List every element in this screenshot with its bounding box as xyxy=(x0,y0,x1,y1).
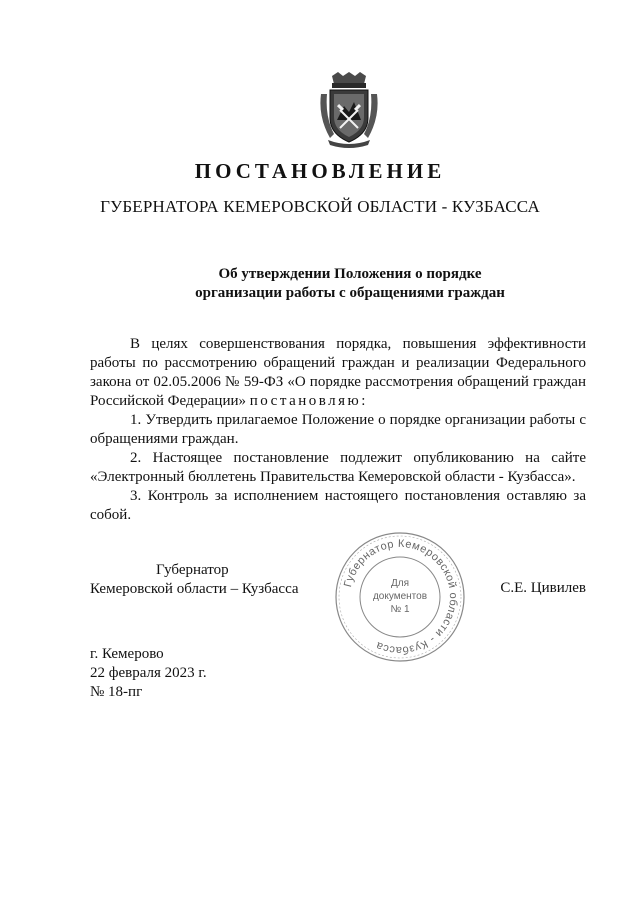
stamp-ring-text: Губернатор Кемеровской области - Кузбасса xyxy=(342,537,460,657)
document-title-line: Об утверждении Положения о порядке xyxy=(218,266,482,282)
kuzbass-coat-of-arms-icon xyxy=(318,72,380,148)
signatory-region: Кемеровской области – Кузбасса xyxy=(90,581,299,597)
decree-item: 1. Утвердить прилагаемое Положение о порядке организации работы с обращениями граждан. xyxy=(90,412,586,447)
decree-colon: : xyxy=(361,393,366,409)
document-issuer: ГУБЕРНАТОРА КЕМЕРОВСКОЙ ОБЛАСТИ - КУЗБАССА xyxy=(100,197,540,216)
signatory-title: Губернатор xyxy=(156,562,229,578)
place-and-date xyxy=(90,645,310,702)
decree-item: 3. Контроль за исполнением настоящего постановления оставляю за собой. xyxy=(90,488,586,523)
stamp-line: № 1 xyxy=(390,604,410,615)
signatory-position xyxy=(90,561,320,599)
document-body xyxy=(90,335,586,525)
document-title xyxy=(120,265,580,303)
document-title-line: организации работы с обращениями граждан xyxy=(195,285,505,301)
decree-item: 2. Настоящее постановление подлежит опубликованию на сайте «Электронный бюллетень Правительства Кемеровской области - Кузбасса». xyxy=(90,450,586,485)
document-type-heading: ПОСТАНОВЛЕНИЕ xyxy=(194,159,446,183)
official-stamp xyxy=(333,530,467,664)
stamp-line: документов xyxy=(372,591,428,602)
signatory-name: С.Е. Цивилев xyxy=(500,580,586,596)
decree-word: постановляю xyxy=(249,393,362,409)
preamble-paragraph xyxy=(90,335,586,411)
city: г. Кемерово xyxy=(90,646,164,662)
preamble-text: В целях совершенствования порядка, повышения эффективности работы по рассмотрению обращений граждан и реализации Федерального закона от 02.05.2006 № 59-ФЗ «О порядке рассмотрения обращений граждан Российской Федерации» xyxy=(90,336,586,409)
stamp-line: Для xyxy=(390,578,410,589)
document-date: 22 февраля 2023 г. xyxy=(90,665,207,681)
document-number: № 18-пг xyxy=(90,684,143,700)
